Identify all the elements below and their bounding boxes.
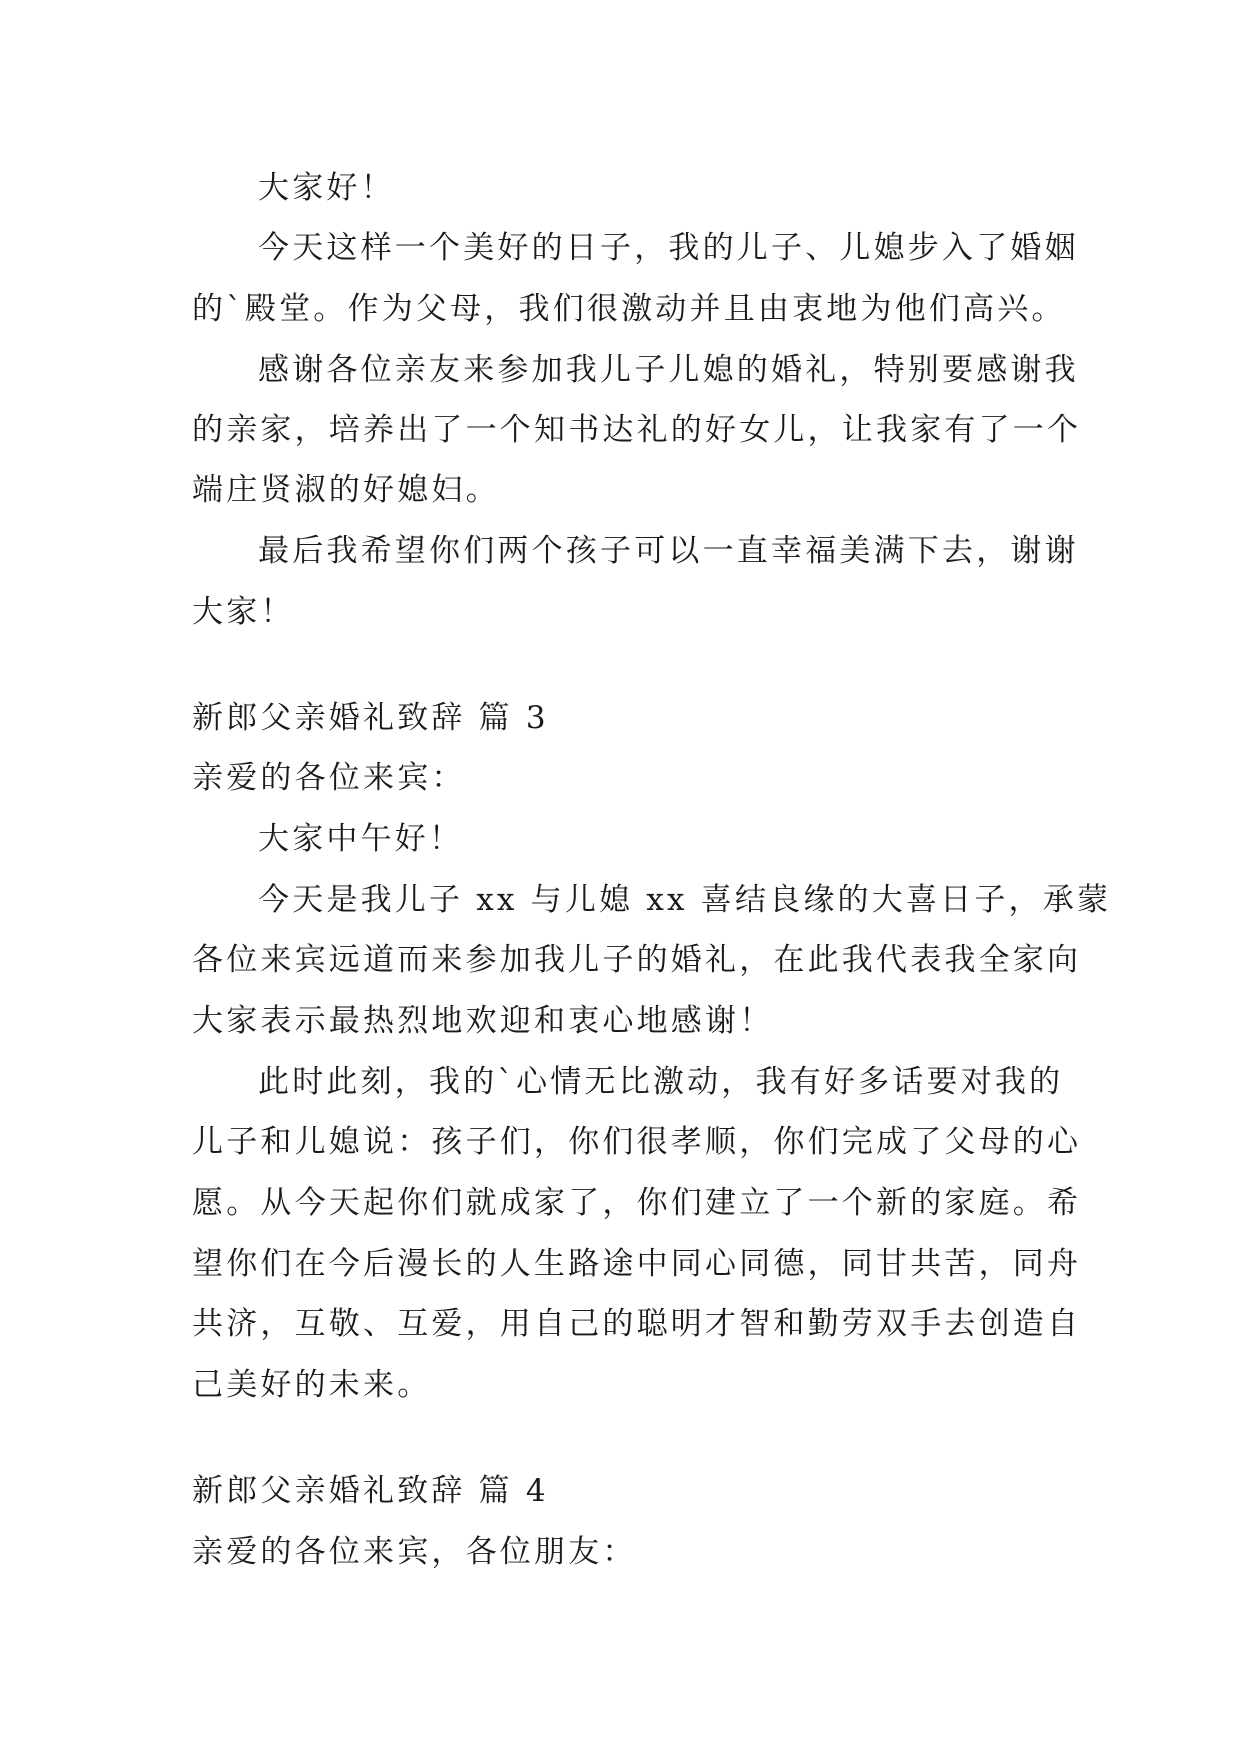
paragraph-line: 今天是我儿子 xx 与儿媳 xx 喜结良缘的大喜日子，承蒙 <box>258 882 1112 918</box>
salutation: 亲爱的各位来宾，各位朋友： <box>192 1534 637 1570</box>
paragraph-line: 今天这样一个美好的日子，我的儿子、儿媳步入了婚姻 <box>258 230 1079 266</box>
paragraph-line: 己美好的未来。 <box>192 1367 432 1403</box>
paragraph-line: 望你们在今后漫长的人生路途中同心同德，同甘共苦，同舟 <box>192 1246 1082 1282</box>
paragraph-line: 端庄贤淑的好媳妇。 <box>192 472 500 508</box>
section-title: 新郎父亲婚礼致辞 篇 3 <box>192 700 549 736</box>
paragraph-line: 的`殿堂。作为父母，我们很激动并且由衷地为他们高兴。 <box>192 291 1066 327</box>
paragraph-line: 最后我希望你们两个孩子可以一直幸福美满下去，谢谢 <box>258 533 1079 569</box>
paragraph-line: 各位来宾远道而来参加我儿子的婚礼，在此我代表我全家向 <box>192 942 1082 978</box>
paragraph-line: 愿。从今天起你们就成家了，你们建立了一个新的家庭。希 <box>192 1185 1082 1221</box>
section-title: 新郎父亲婚礼致辞 篇 4 <box>192 1473 549 1509</box>
salutation: 亲爱的各位来宾： <box>192 760 466 796</box>
greeting-line: 大家中午好！ <box>258 821 464 857</box>
paragraph-line: 的亲家，培养出了一个知书达礼的好女儿，让我家有了一个 <box>192 412 1082 448</box>
paragraph-line: 儿子和儿媳说：孩子们，你们很孝顺，你们完成了父母的心 <box>192 1124 1082 1160</box>
paragraph-line: 大家表示最热烈地欢迎和衷心地感谢！ <box>192 1003 774 1039</box>
paragraph-line: 共济，互敬、互爱，用自己的聪明才智和勤劳双手去创造自 <box>192 1306 1082 1342</box>
paragraph-line: 此时此刻，我的`心情无比激动，我有好多话要对我的 <box>258 1064 1064 1100</box>
greeting-line: 大家好！ <box>258 170 395 206</box>
paragraph-line: 感谢各位亲友来参加我儿子儿媳的婚礼，特别要感谢我 <box>258 352 1079 388</box>
paragraph-line: 大家！ <box>192 594 295 630</box>
